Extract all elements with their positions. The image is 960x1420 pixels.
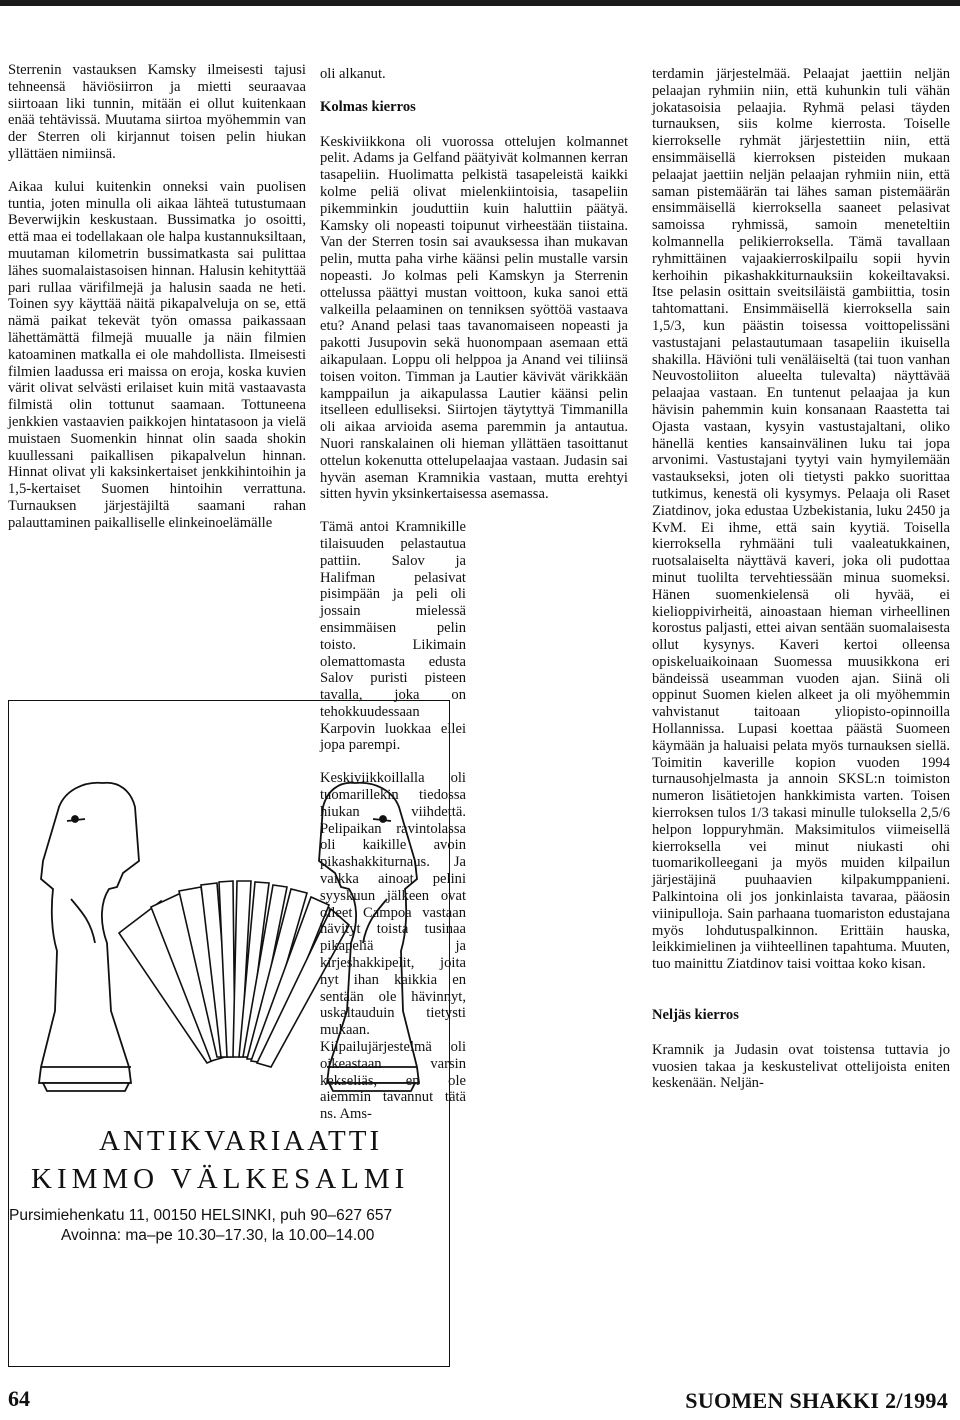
paragraph: Tämä antoi Kramnikille tilaisuuden pelastautua pattiin. Salov ja Halifman pelasivat pisimpään ja peli oli jossain mielessä ensimmäisen pelin toisto. Likimain olemattomasta edusta Salov puristi pisteen tavalla, joka on tehokkuudessaan Karpovin luokkaa ellei jopa parempi. [320, 519, 466, 754]
page-number: 64 [8, 1386, 30, 1411]
top-rule [0, 0, 960, 6]
shop-address: Pursimiehenkatu 11, 00150 HELSINKI, puh 90–627 657 [9, 1207, 393, 1224]
shop-name-line-1: ANTIKVARIAATTI [99, 1125, 383, 1157]
paragraph: Aikaa kului kuitenkin onneksi vain puolisen tuntia, joten minulla oli aikaa lähteä tutustumaan Beverwijkin keskustaan. Bussimatka jo osoitti, että maa ei todellakaan ole halpa kustannuksiltaan, muutaman kilometrin bussimatkasta sai pulittaa lähes suomalaistasoisen hinnan. Halusin kehityttää pari rullaa värifilmejä ja halusin saada ne heti. Toinen syy käyttää näitä pikapalveluja on se, että nämä paikat tekevät työn omassa paikassaan lähettämättä filmejä muualle ja näin filmien katoaminen matkalla ei ole mahdollista. Ilmeisesti filmien laadussa eri maissa on eroja, koska kuvien värit olivat selvästi erilaiset kuin mitä vastaavasta filmistä olin tottunut saamaan. Tottuneena jenkkien vastaavien paikkojen hintatasoon ja vielä muistaen Suomenkin hinnat olin saada shokin kuullessani paikallisen pikapalvelun hinnan. Hinnat olivat yli kaksinkertaiset jenkkihintoihin ja 1,5-kertaiset Suomen hintoihin verrattuna. Turnauksen järjestäjiltä saamani rahan palauttaminen paikalliselle elinkeinoelämälle [8, 178, 306, 531]
section-heading: Neljäs kierros [652, 1007, 739, 1024]
section-heading: Kolmas kierros [320, 98, 416, 115]
paragraph: Sterrenin vastauksen Kamsky ilmeisesti tajusi tehneensä häviösiirron ja mietti seuraavaa siirtoaan liki tunnin, mitään ei ollut kuitenkaan enää tehtävissä. Muutama siirtoa myöhemmin van der Sterren oli kirjannut toisen pelin hiukan yllättäen nimiinsä. [8, 62, 306, 162]
shop-name-line-2: KIMMO VÄLKESALMI [31, 1163, 410, 1195]
paragraph: Keskiviikkona oli vuorossa ottelujen kolmannet pelit. Adams ja Gelfand päätyivät kolmannen kerran tasapeliin. Huolimatta pelkistä tasapeleistä kaikki kolme peliä olivat mielenkiintoisia, tasapeliin pikemminkin jouduttiin kuin haluttiin päätyä. Kamsky oli nopeasti toipunut virheestään tiistaina. Van der Sterren tosin sai avauksessa ihan mukavan pelin, mutta paha virhe käänsi pelin mustalle varsin nopeasti. Jo kolmas peli Kamskyn ja Sterrenin ottelussa päättyi mustan voittoon, kuka sanoi että valkeilla pelaaminen on tenniksen syöttöä vastaava etu? Anand pelasi taas tavanomaiseen nopeasti ja pakotti Jusupovin sekä huonompaan asemaan että aikapulaan. Loppu oli helppoa ja Anand vei tiliinsä toisen voiton. Timman ja Lautier kävivät värikkään kamppailun ja aikapulassa Lautier käänsi pelin itselleen edulliseksi. Siirtojen täytyttyä Timmanilla oli aikaa arvioida asema paremmin ja antautua. Nuori ranskalainen oli hieman yllättäen tasoittanut ottelun kokenutta ottelupelaajaa vastaan. Judasin sai hyvän aseman Kramnikia vastaan, mutta erehtyi sitten hyvin yksinkertaisessa asemassa. [320, 133, 628, 503]
books-fan [119, 881, 349, 1067]
paragraph: terdamin järjestelmää. Pelaajat jaettiin neljän pelaajan ryhmiin niin, että kuhunkin tuli vähän jokatasoisia pelaajia. Ryhmä pelasi täyden turnauksen, siis kolme kierrosta. Toiselle kierrokselle ryhmät järjestettiin niin, että ensimmäisellä kierroksen pisteiden mukaan pelaajat jaettiin neljän pelaajan ryhmiin niin, että saman pistemäärän tai lähes saman pistemäärän ensimmäisellä kierroksella saaneet pelasivat samoissa ryhmissä, samoin meneteltiin kolmannella pelikierroksella. Tämä tavallaan ryhmittäinen vajaakierroskilpailu sopii hyvin kerhoihin pikashakkiturnauksiin kokeiltavaksi. Itse pelasin osittain sveitsiläistä gambiittia, tosin tahtomattani. Ensimmäisellä kierroksella sain 1,5/3, kun päästin toisessa voittopelissäni vastustajani pelastautumaan tasapeliin ikuisella shakilla. Häviöni tuli venäläiseltä (tai tuon vanhan Neuvostoliiton alueelta tulevalta) näyttävää pelaajaa vastaan. En tuntenut pelaajaa ja kun hävisin pahemmin kuin konsanaan Raastetta tai Ojasta vastaan, kysyin vastustajaltani, oliko hänellä kenties kansainvälinen luku tai jopa arvonimi. Vastustajani tyytyi vain hymyilemään vastaukseksi, joten oli tietysti pakko suorittaa tutkimus, kenestä oli kysymys. Pelaaja oli Raset Ziatdinov, joka edustaa Uzbekistania, luku 2450 ja KvM. Ei ihme, että sain kyytiä. Toisella kierroksella ryhmääni tuli vaaleatukkainen, ruotsalaiselta näyttävä kaveri, joka oli pudottaa minut tuolilta tervehtiessään minua suomeksi. Hänen suomenkielensä oli hyvää, ei kielioppivirheitä, ainoastaan hieman virheellinen korostus paljasti, ettei aivan sentään suomalaisesta ollut kysynys. Kaveri kertoi olleensa opiskeluaikoinaan Suomessa muusikkona eri bändeissä useamman vuoden ajan. Siinä oli oppinut Suomen kielen alkeet ja oli myöhemmin vahvistanut taitoaan yliopisto-opinnoilla Hollannissa. Lupasi koettaa päästä Suomeen käymään ja haluaisi pelata myös turnauksen siellä. Toimitin kaverille kopion vuoden 1994 turnausohjelmasta ja annoin SKSL:n toimiston numeron lisätietojen hankkimista varten. Toisen kierroksen tulos 1/3 takasi minulle tuloksella 2,5/6 helpon loppuryhmän. Maksimitulos viimeisellä kierroksella vei minut niukasti ohi tuomarikolleegani ja myös muiden kilpailun järjestäjinä puuhaavien kilpakumppanieni. Palkintoina oli jos jonkinlaista tavaraa, pääosin viinipulloja. Sain parhaana tuomariston edustajana myös lohdutuspalkinnon. Erittäin hauska, leikkimielinen ja viihteellinen tapahtuma. Muuten, tuo mainittu Ziatdinov taisi voittaa koko kisan. [652, 66, 950, 973]
paragraph: Kramnik ja Judasin ovat toistensa tuttavia jo vuosien takaa ja keskustelivat ottelijoista eniten keskenään. Neljän- [652, 1041, 950, 1092]
article-column-3 [652, 66, 950, 1092]
shop-opening-hours: Avoinna: ma–pe 10.30–17.30, la 10.00–14.00 [61, 1227, 375, 1244]
article-column-1 [8, 62, 306, 532]
paragraph: Keskiviikkoillalla oli tuomarillekin tiedossa hiukan viihdettä. Pelipaikan ravintolassa oli kaikille avoin pikashakkiturnaus. Ja vaikka ainoat pelini syyskuun jälkeen ovat olleet Campoa vastaan hävityt toista tusinaa pikapeliä ja kirjeshakkipelit, joita nyt ihan kaikkia en sentään ole hävinnyt, uskaltauduin tietysti mukaan. Kilpailujärjestelmä oli oikeastaan varsin kekseliäs, en ole aiemmin tavannut tätä ns. Ams- [320, 770, 466, 1123]
paragraph: oli alkanut. [320, 66, 386, 82]
article-column-2 [320, 66, 628, 1123]
magazine-issue: SUOMEN SHAKKI 2/1994 [685, 1388, 948, 1413]
